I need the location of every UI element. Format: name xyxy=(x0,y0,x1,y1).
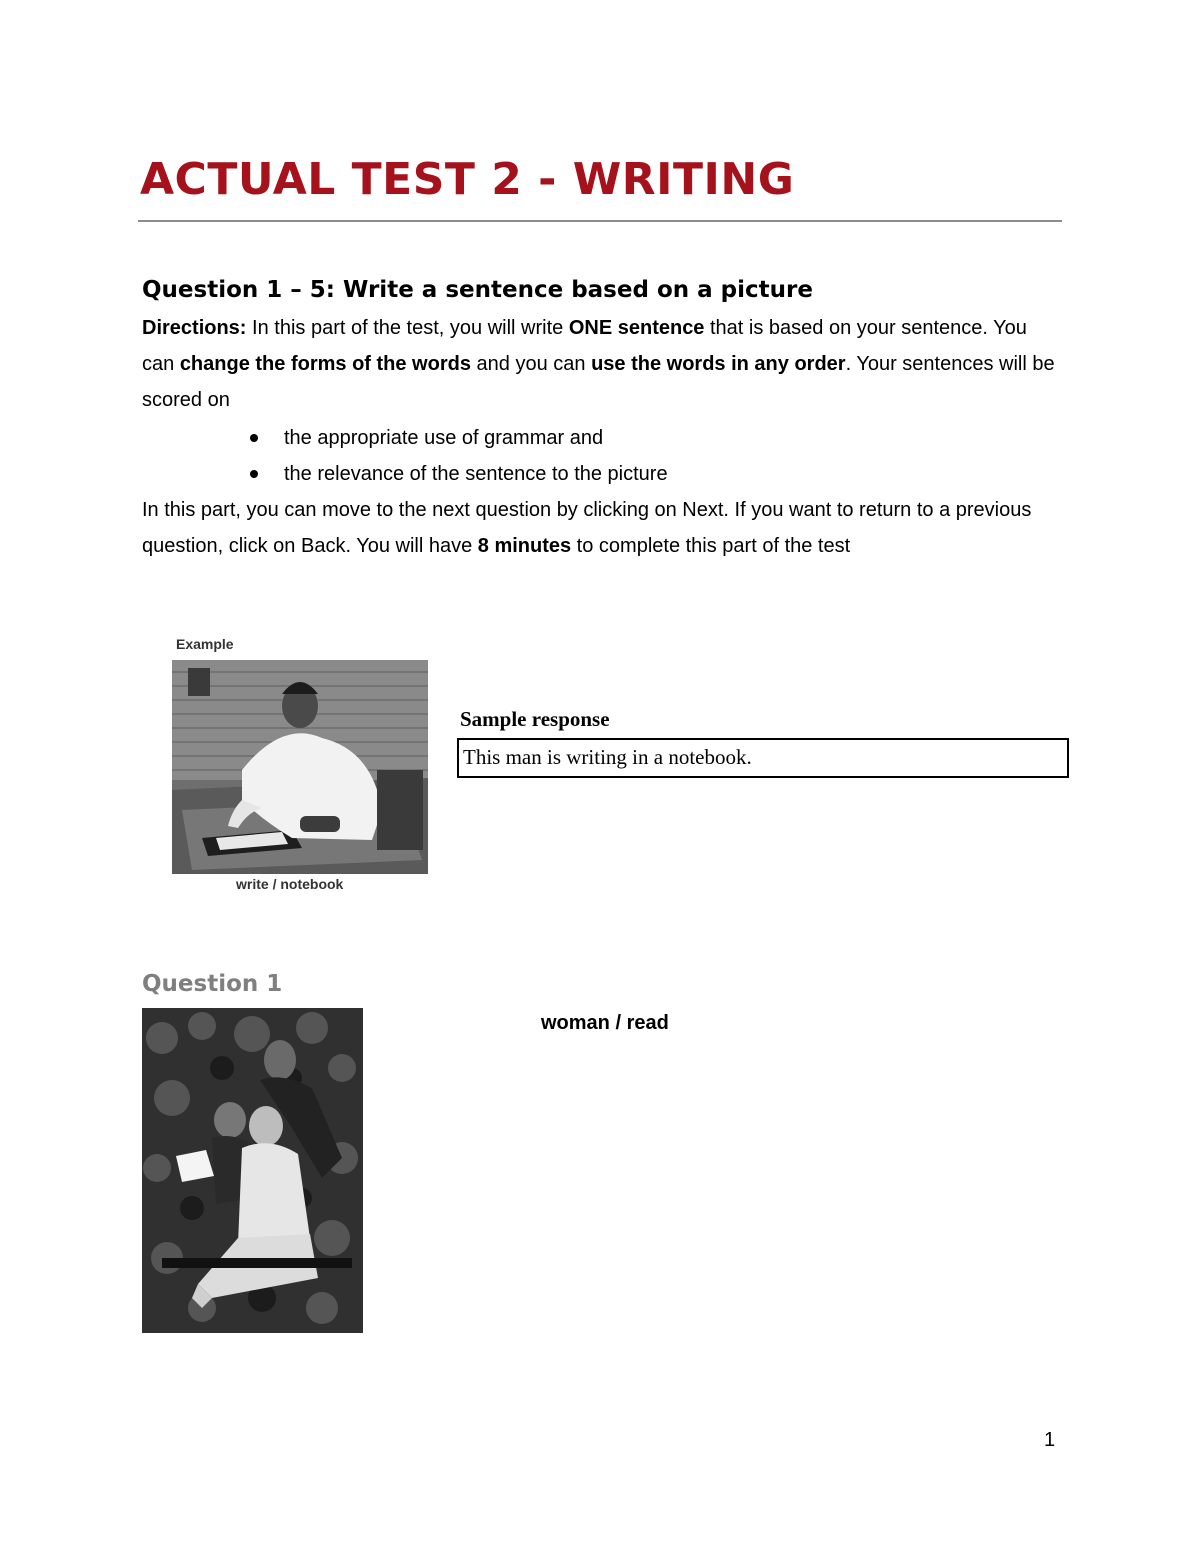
directions-paragraph xyxy=(142,310,1062,418)
example-photo xyxy=(172,660,428,874)
instructions-text: In this part, you can move to the next question by clicking on Next. If you want to return to a previous question, click on Back. You will have xyxy=(142,499,1032,557)
question-heading: Question 1 xyxy=(142,971,283,997)
example-label: Example xyxy=(176,636,234,652)
instructions-text: to complete this part of the test xyxy=(571,535,851,557)
title-divider xyxy=(138,220,1062,222)
page-number: 1 xyxy=(1044,1429,1056,1451)
instructions-emphasis: 8 minutes xyxy=(477,535,572,557)
example-caption: write / notebook xyxy=(236,876,344,892)
directions-text: . Your sentences will be scored on xyxy=(142,353,1055,411)
section-heading: Question 1 – 5: Write a sentence based on a picture xyxy=(142,277,813,303)
directions-emphasis: use the words in any order xyxy=(591,353,846,375)
list-item-text: the relevance of the sentence to the picture xyxy=(284,463,668,485)
sample-response-box: This man is writing in a notebook. xyxy=(457,738,1069,778)
bullet-icon xyxy=(250,434,258,442)
directions-text: that is based on your sentence. You can xyxy=(142,317,1027,375)
directions-text: In this part of the test, you will write xyxy=(246,317,569,339)
list-item xyxy=(250,456,668,492)
page-title: ACTUAL TEST 2 - WRITING xyxy=(140,154,795,205)
question-1-prompt-words: woman / read xyxy=(541,1012,669,1034)
scoring-criteria-list xyxy=(250,420,668,492)
directions-emphasis: change the forms of the words xyxy=(179,353,471,375)
list-item-text: the appropriate use of grammar and xyxy=(284,427,604,449)
directions-label: Directions: xyxy=(142,317,247,339)
question-1-picture xyxy=(142,1008,363,1333)
bullet-icon xyxy=(250,470,258,478)
navigation-instructions xyxy=(142,492,1067,564)
sample-response-heading: Sample response xyxy=(460,707,610,731)
example-picture xyxy=(170,632,434,902)
question-1-photo xyxy=(142,1008,363,1333)
list-item xyxy=(250,420,668,456)
directions-text: and you can xyxy=(470,353,592,375)
directions-emphasis: ONE sentence xyxy=(568,317,705,339)
